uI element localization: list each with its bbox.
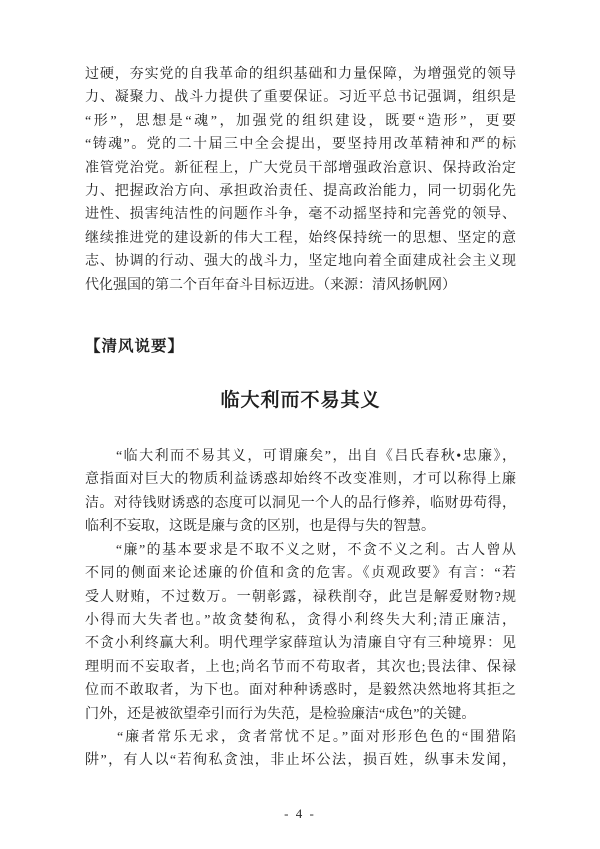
text-line: 准管党治党。新征程上，广大党员干部增强政治意识、保持政治定 — [85, 160, 516, 176]
text-line: 力、把握政治方向、承担政治责任、提高政治能力，同一切弱化先 — [85, 184, 516, 200]
article-title: 临大利而不易其义 — [220, 390, 381, 412]
text-line: “铸魂”。党的二十届三中全会提出，要坚持用改革精神和严的标 — [85, 137, 516, 153]
text-line: “廉”的基本要求是不取不义之财，不贪不义之利。古人曾从 — [85, 542, 516, 558]
paragraph — [85, 539, 516, 726]
text-line: 志、协调的行动、强大的战斗力，坚定地向着全面建成社会主义现 — [85, 254, 516, 270]
text-line: 位而不敢取者，为下也。面对种种诱惑时，是毅然决然地将其拒之 — [85, 683, 516, 699]
text-line: “形”，思想是“魂”，加强党的组织建设，既要“造形”，更要 — [85, 113, 516, 129]
text-line: 洁。对待钱财诱惑的态度可以洞见一个人的品行修养，临财毋苟得， — [85, 495, 516, 511]
text-line: 过硬，夯实党的自我革命的组织基础和力量保障，为增强党的领导 — [85, 67, 516, 82]
text-line: 门外，还是被欲望牵引而行为失范，是检验廉洁“成色”的关键。 — [85, 706, 476, 722]
text-line: 小得而大失者也。”故贪婪徇私，贪得小利终失大利;清正廉洁， — [85, 612, 516, 628]
text-line: “临大利而不易其义，可谓廉矣”，出自《吕氏春秋•忠廉》， — [85, 449, 516, 465]
continuation-paragraph — [85, 63, 516, 297]
text-line: 进性、损害纯洁性的问题作斗争，毫不动摇坚持和完善党的领导、 — [85, 207, 516, 223]
text-line: 不贪小利终赢大利。明代理学家薛瑄认为清廉自守有三种境界：见 — [85, 636, 516, 652]
paragraph — [85, 445, 516, 539]
text-line: “廉者常乐无求，贪者常忧不足。”面对形形色色的“围猎陷 — [85, 729, 516, 745]
text-line: 理明而不妄取者，上也;尚名节而不苟取者，其次也;畏法律、保禄 — [85, 659, 516, 675]
article-body — [85, 445, 516, 773]
page-number: - 4 - — [284, 806, 316, 821]
text-line: 不同的侧面来论述廉的价值和贪的危害。《贞观政要》有言：“若 — [85, 566, 516, 582]
section-label: 【清风说要】 — [85, 338, 185, 356]
page-content — [85, 63, 516, 773]
text-line: 临利不妄取，这既是廉与贪的区别，也是得与失的智慧。 — [85, 519, 435, 535]
text-line: 受人财贿，不过数万。一朝彰露，禄秩削夺，此岂是解爱财物?规 — [85, 589, 516, 605]
text-line: 意指面对巨大的物质利益诱惑却始终不改变准则，才可以称得上廉 — [85, 472, 516, 488]
paragraph — [85, 726, 516, 773]
text-line: 代化强国的第二个百年奋斗目标迈进。（来源：清风扬帆网） — [85, 277, 456, 293]
text-line: 阱”，有人以“若徇私贪浊，非止坏公法，损百姓，纵事未发闻， — [85, 753, 516, 769]
text-line: 力、凝聚力、战斗力提供了重要保证。习近平总书记强调，组织是 — [85, 90, 516, 106]
text-line: 继续推进党的建设新的伟大工程，始终保持统一的思想、坚定的意 — [85, 230, 516, 246]
